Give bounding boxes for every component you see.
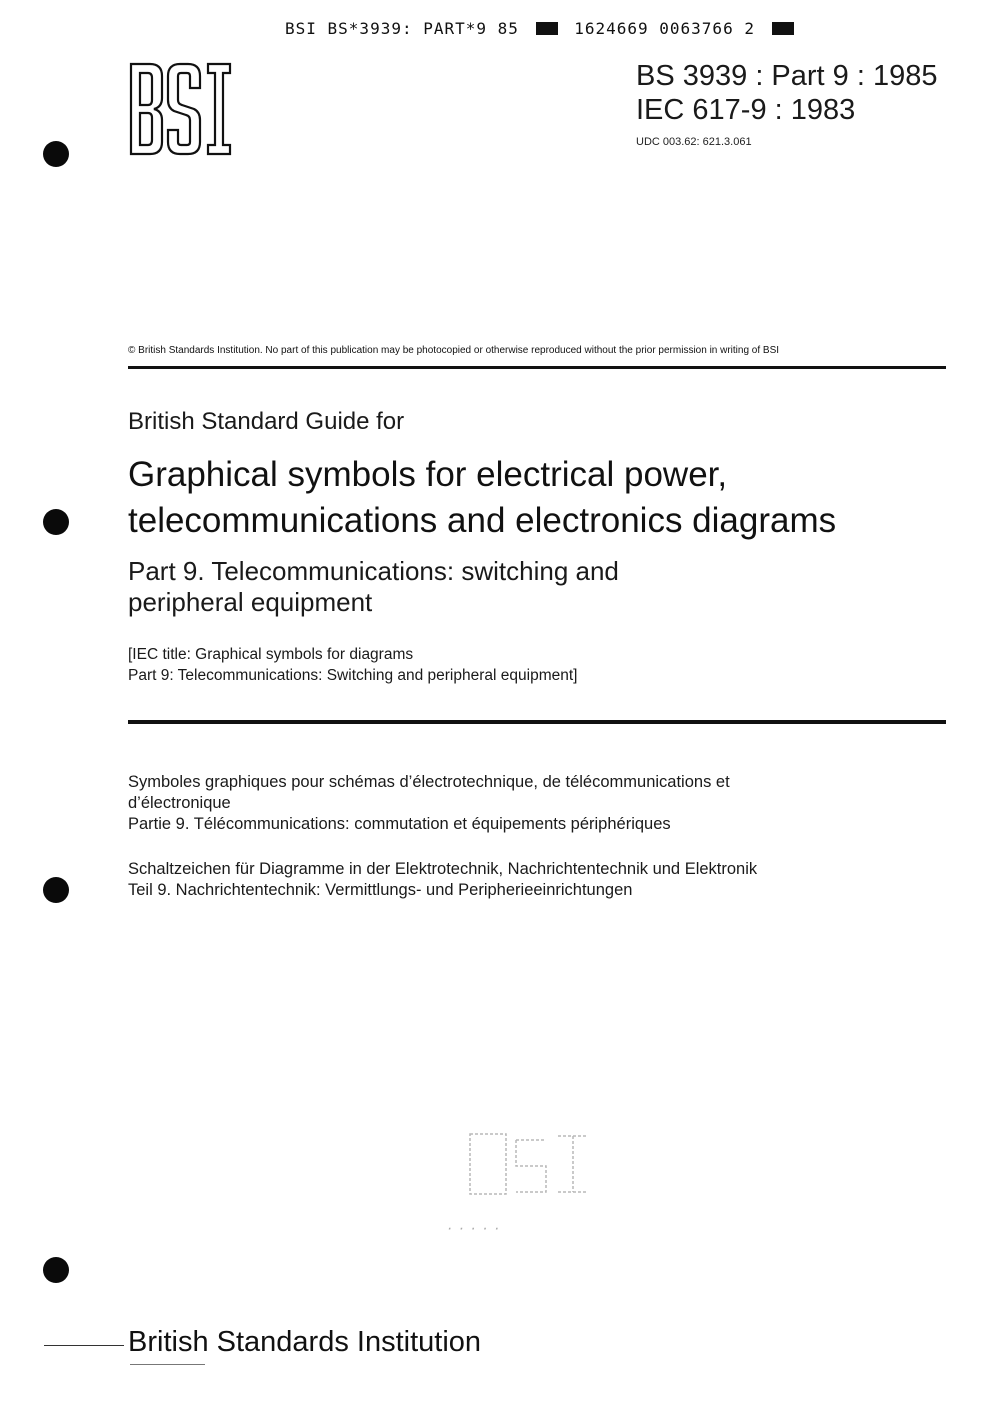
publisher-name: British Standards Institution xyxy=(128,1326,482,1358)
guide-heading: British Standard Guide for xyxy=(128,408,405,435)
french-title xyxy=(128,772,888,835)
french-title-line: Partie 9. Télécommunications: commutation et équipements périphériques xyxy=(128,815,671,833)
divider xyxy=(128,720,946,724)
punch-hole xyxy=(43,141,69,167)
punch-hole xyxy=(43,509,69,535)
title-line: telecommunications and electronics diagrams xyxy=(128,501,837,540)
document-title xyxy=(128,452,958,544)
copyright-notice: © British Standards Institution. No part of this publication may be photocopied or otherwise reproduced without the prior permission in writing of BSI xyxy=(128,345,780,356)
udc-code: UDC 003.62: 621.3.061 xyxy=(636,136,752,148)
standard-number: BS 3939 : Part 9 : 1985 xyxy=(636,60,938,92)
punch-hole xyxy=(43,877,69,903)
part-title xyxy=(128,556,828,618)
part-title-line: peripheral equipment xyxy=(128,587,373,617)
iec-title-line: [IEC title: Graphical symbols for diagrams xyxy=(128,646,414,663)
german-title-line: Teil 9. Nachrichtentechnik: Vermittlungs- und Peripherieeinrichtungen xyxy=(128,881,633,899)
header-stamp: BSI BS*3939: PART*9 85 xyxy=(285,19,519,38)
part-title-line: Part 9. Telecommunications: switching and xyxy=(128,556,619,586)
title-line: Graphical symbols for electrical power, xyxy=(128,455,728,494)
header-stamp-codes: 1624669 0063766 2 xyxy=(574,19,755,38)
footer-rule xyxy=(44,1345,124,1346)
header-stamp-line xyxy=(285,19,794,38)
stamp-smudge-text: · · · · · xyxy=(447,1220,501,1237)
french-title-line: Symboles graphiques pour schémas d’électrotechnique, de télécommunications et xyxy=(128,773,730,791)
library-stamp xyxy=(466,1130,596,1198)
iec-title xyxy=(128,644,577,686)
punch-hole xyxy=(43,1257,69,1283)
german-title-line: Schaltzeichen für Diagramme in der Elektrotechnik, Nachrichtentechnik und Elektronik xyxy=(128,860,758,878)
redaction-block xyxy=(536,22,558,35)
footer-underline xyxy=(130,1364,205,1365)
redaction-block xyxy=(772,22,794,35)
iec-number: IEC 617-9 : 1983 xyxy=(636,94,856,126)
divider xyxy=(128,366,946,369)
german-title xyxy=(128,859,928,901)
bsi-logo xyxy=(128,62,234,156)
french-title-line: d’électronique xyxy=(128,794,231,812)
iec-title-line: Part 9: Telecommunications: Switching and peripheral equipment] xyxy=(128,667,578,684)
